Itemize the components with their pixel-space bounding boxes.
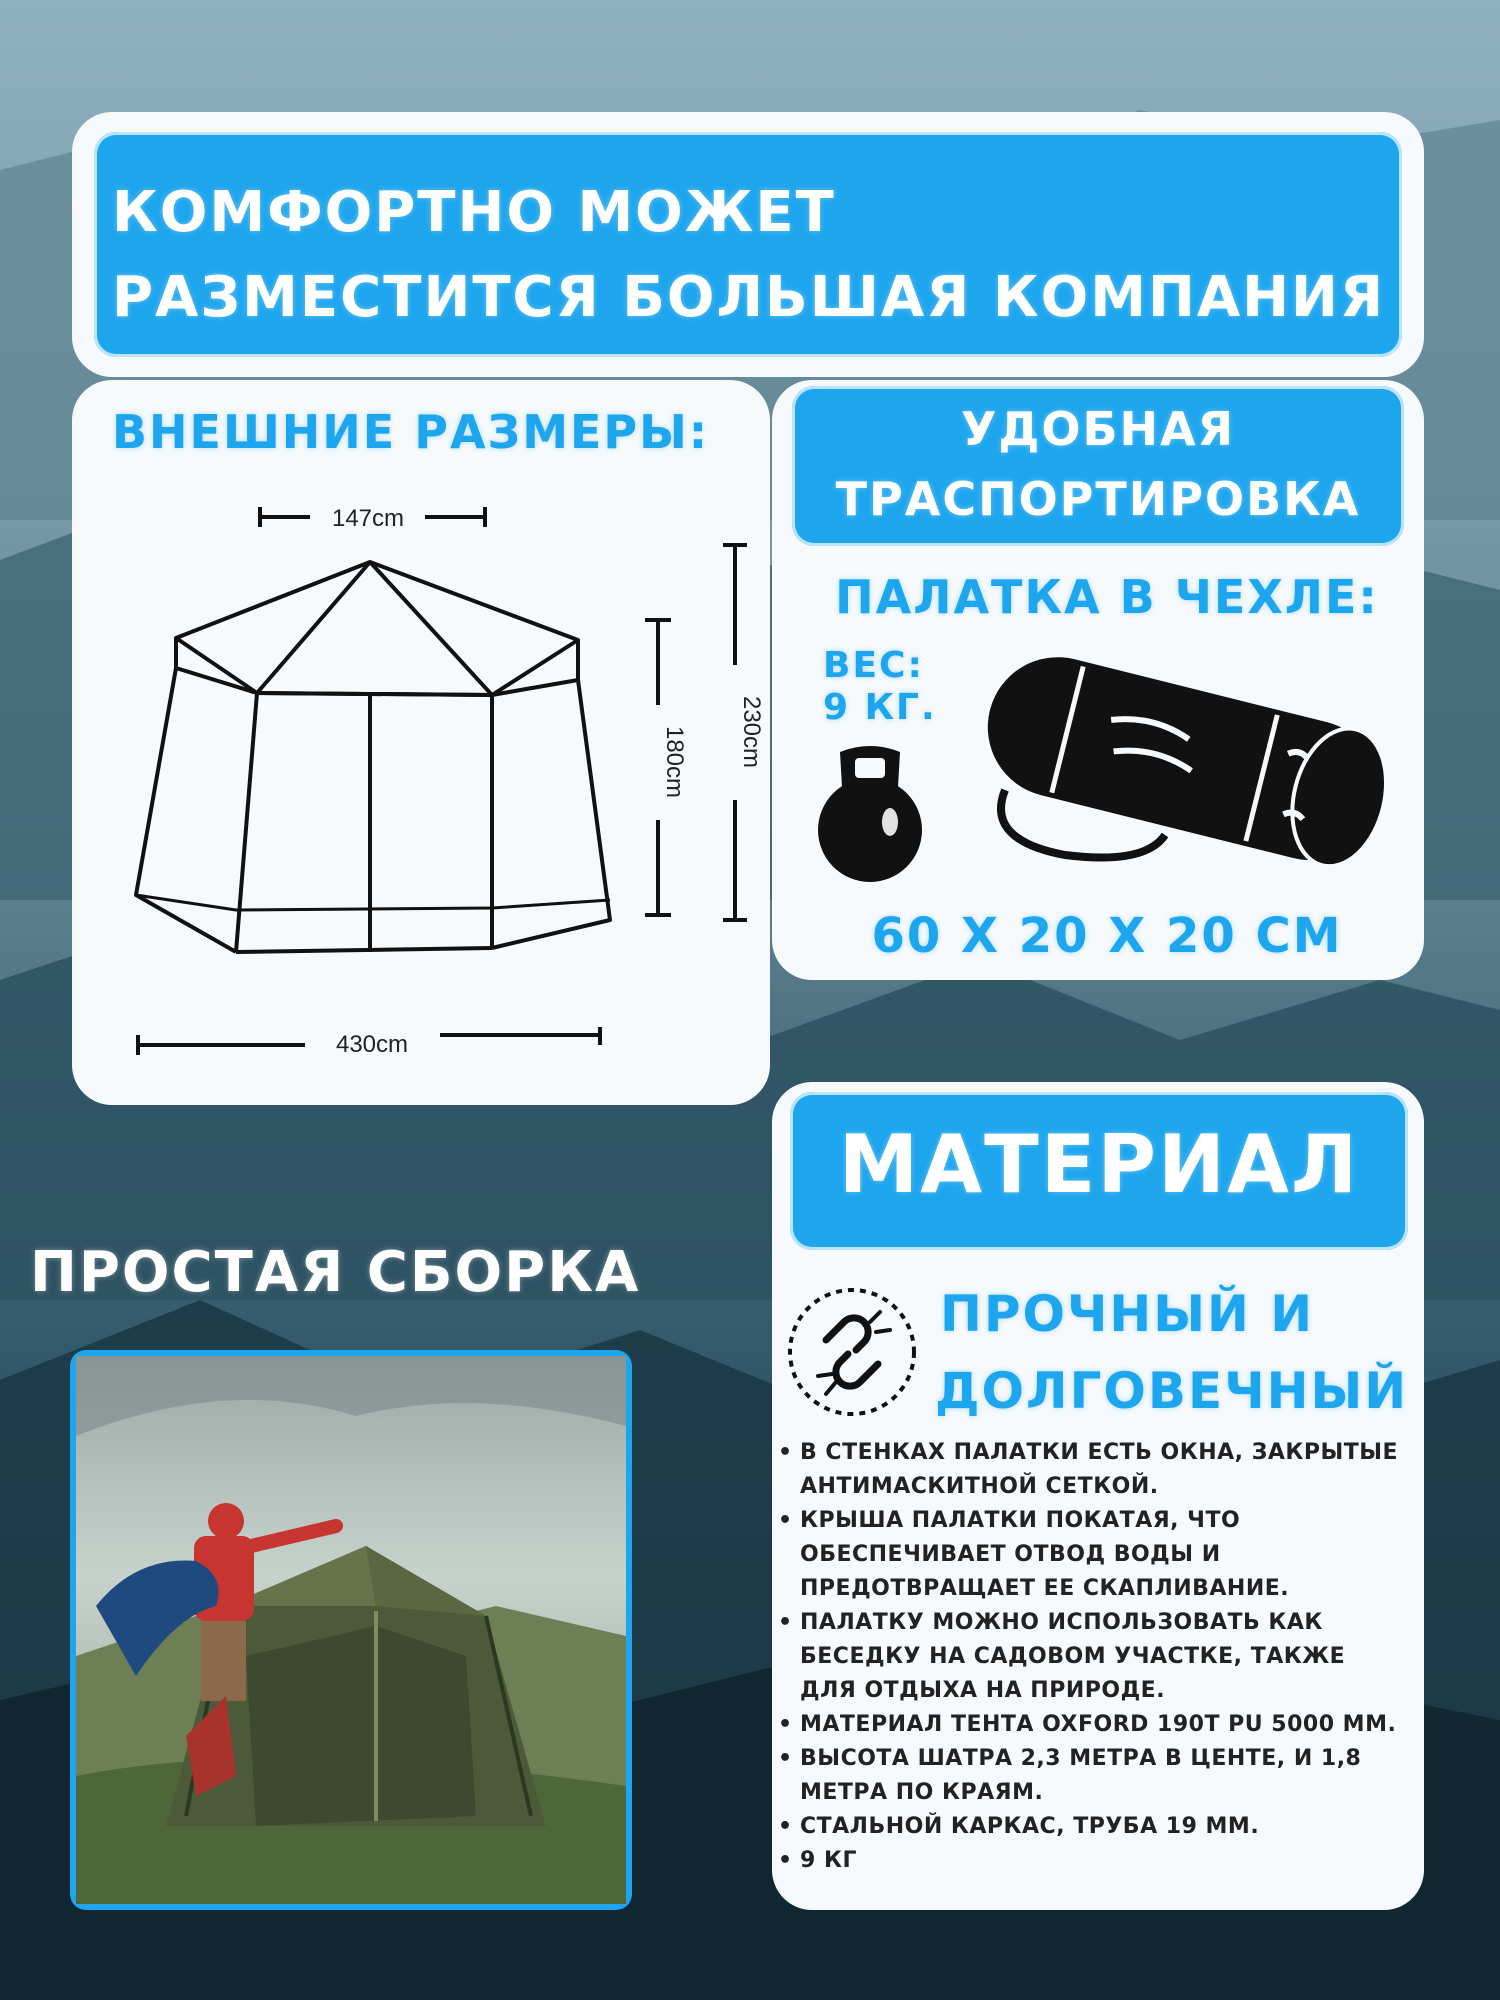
inner-height-label: 180cm: [661, 725, 688, 799]
transport-subtitle: ПАЛАТКА В ЧЕХЛЕ:: [835, 570, 1379, 624]
chain-link-icon: [782, 1282, 922, 1422]
header-title-line1: КОМФОРТНО МОЖЕТ: [112, 180, 836, 245]
list-item: • КРЫША ПАЛАТКИ ПОКАТАЯ, ЧТО ОБЕСПЕЧИВАЕТ ОТВОД ВОДЫ И ПРЕДОТВРАЩАЕТ ЕЕ СКАПЛИВАНИЕ.: [774, 1504, 1404, 1606]
header-title-line2: РАЗМЕСТИТСЯ БОЛЬШАЯ КОМПАНИЯ: [112, 265, 1386, 330]
material-subtitle-line2: ДОЛГОВЕЧНЫЙ: [935, 1362, 1409, 1420]
assembly-title: ПРОСТАЯ СБОРКА: [30, 1240, 641, 1305]
assembly-photo-frame: [70, 1350, 632, 1910]
list-item: • ВЫСОТА ШАТРА 2,3 МЕТРА В ЦЕНТЕ, И 1,8 МЕТРА ПО КРАЯМ.: [774, 1742, 1404, 1810]
duffel-bag-icon: [965, 640, 1415, 870]
weight-value: 9 КГ.: [823, 687, 937, 728]
bottom-width-label: 430cm: [335, 1031, 409, 1058]
assembly-photo: [76, 1356, 626, 1904]
bag-size: 60 Х 20 Х 20 СМ: [871, 908, 1343, 964]
dimensions-title: ВНЕШНИЕ РАЗМЕРЫ:: [112, 405, 710, 459]
tent-dimension-diagram: [120, 490, 765, 1070]
top-width-label: 147cm: [331, 505, 405, 532]
list-item: • ПАЛАТКУ МОЖНО ИСПОЛЬЗОВАТЬ КАК БЕСЕДКУ НА САДОВОМ УЧАСТКЕ, ТАКЖЕ ДЛЯ ОТДЫХА НА ПРИРОДЕ.: [774, 1606, 1404, 1708]
list-item: • МАТЕРИАЛ ТЕНТА OXFORD 190T PU 5000 ММ.: [774, 1708, 1404, 1742]
list-item: • СТАЛЬНОЙ КАРКАС, ТРУБА 19 ММ.: [774, 1810, 1404, 1844]
list-item: • 9 КГ: [774, 1844, 1404, 1878]
weight-label: ВЕС:: [823, 645, 924, 686]
total-height-label: 230cm: [738, 695, 765, 769]
transport-title-line2: ТРАСПОРТИРОВКА: [835, 472, 1361, 526]
material-features-list: [774, 1436, 1404, 1878]
material-subtitle-line1: ПРОЧНЫЙ И: [940, 1285, 1315, 1343]
kettlebell-icon: [810, 742, 930, 882]
transport-title-line1: УДОБНАЯ: [960, 402, 1236, 456]
list-item: • В СТЕНКАХ ПАЛАТКИ ЕСТЬ ОКНА, ЗАКРЫТЫЕ АНТИМАСКИТНОЙ СЕТКОЙ.: [774, 1436, 1404, 1504]
material-title: МАТЕРИАЛ: [838, 1118, 1360, 1211]
